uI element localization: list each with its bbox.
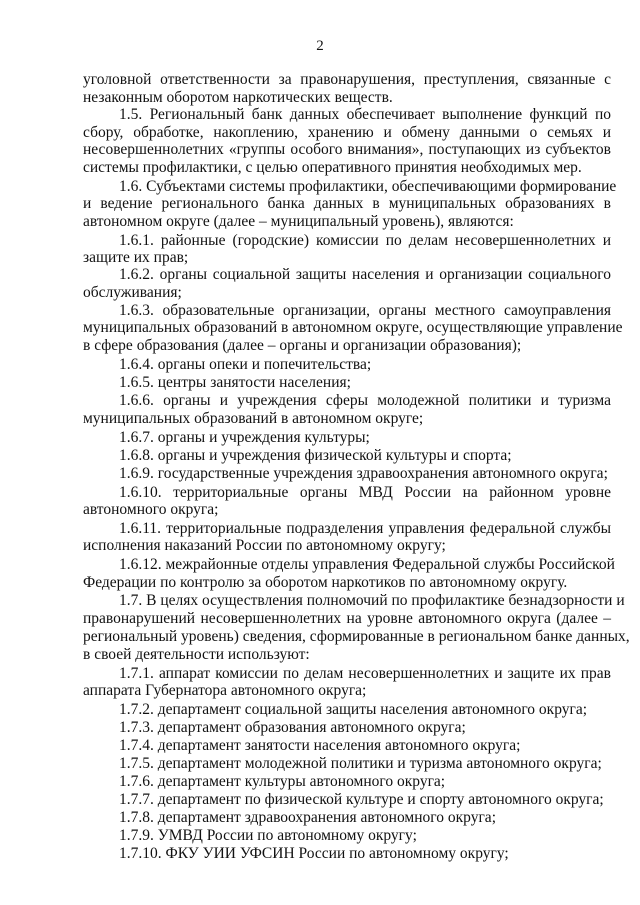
text-line: региональный уровень) сведения, сформированные в региональном банке данных, <box>83 628 630 645</box>
text-line: 1.7.4. департамент занятости населения автономного округа; <box>119 737 521 754</box>
text-line: 1.6.5. центры занятости населения; <box>119 374 351 391</box>
text-line: 1.6.11. территориальные подразделения управления федеральной службы <box>119 520 611 537</box>
text-line: исполнения наказаний России по автономному округу; <box>83 537 446 554</box>
text-line: муниципальных образований в автономном округе; <box>83 410 424 427</box>
text-line: 1.6.7. органы и учреждения культуры; <box>119 429 370 446</box>
text-line: муниципальных образований в автономном округе, осуществляющие управление <box>83 319 623 336</box>
text-line: 1.7.7. департамент по физической культуре и спорту автономного округа; <box>119 791 604 808</box>
text-line: 1.7. В целях осуществления полномочий по профилактике безнадзорности и <box>119 592 625 609</box>
text-line: системы профилактики, с целью оперативного принятия необходимых мер. <box>83 159 582 176</box>
text-line: автономном округе (далее – муниципальный уровень), являются: <box>83 213 514 230</box>
text-line: 1.7.5. департамент молодежной политики и туризма автономного округа; <box>119 755 602 772</box>
text-line: правонарушений несовершеннолетних на уровне автономного округа (далее – <box>83 610 611 627</box>
text-line: в своей деятельности используют: <box>83 646 310 663</box>
text-line: Федерации по контролю за оборотом наркотиков по автономному округу. <box>83 574 568 591</box>
text-line: защите их прав; <box>83 249 189 266</box>
text-line: 1.6.8. органы и учреждения физической культуры и спорта; <box>119 447 512 464</box>
text-line: незаконным оборотом наркотических веществ. <box>83 89 393 106</box>
text-line: 1.6.10. территориальные органы МВД России на районном уровне <box>119 484 611 501</box>
text-line: 1.6.9. государственные учреждения здравоохранения автономного округа; <box>119 465 608 482</box>
text-line: 1.7.6. департамент культуры автономного округа; <box>119 773 446 790</box>
text-line: 1.7.1. аппарат комиссии по делам несовершеннолетних и защите их прав <box>119 665 611 682</box>
text-line: и ведение регионального банка данных в муниципальных образованиях в <box>83 195 611 212</box>
text-line: 1.7.3. департамент образования автономного округа; <box>119 719 466 736</box>
page-number: 2 <box>316 38 324 54</box>
text-line: 1.6. Субъектами системы профилактики, обеспечивающими формирование <box>119 178 617 195</box>
text-line: 1.6.3. образовательные организации, органы местного самоуправления <box>119 302 611 319</box>
text-line: 1.7.9. УМВД России по автономному округу; <box>119 827 417 844</box>
text-line: 1.7.8. департамент здравоохранения автономного округа; <box>119 809 496 826</box>
text-line: 1.7.10. ФКУ УИИ УФСИН России по автономному округу; <box>119 845 509 862</box>
text-line: обслуживания; <box>83 284 182 301</box>
text-line: уголовной ответственности за правонарушения, преступления, связанные с <box>83 71 611 88</box>
text-line: 1.7.2. департамент социальной защиты населения автономного округа; <box>119 701 588 718</box>
text-line: 1.6.1. районные (городские) комиссии по делам несовершеннолетних и <box>119 232 611 249</box>
text-line: 1.5. Региональный банк данных обеспечивает выполнение функций по <box>119 106 611 123</box>
text-line: в сфере образования (далее – органы и организации образования); <box>83 337 522 354</box>
text-line: автономного округа; <box>83 501 219 518</box>
text-line: 1.6.6. органы и учреждения сферы молодежной политики и туризма <box>119 392 611 409</box>
text-line: сбору, обработке, накоплению, хранению и обмену данными о семьях и <box>83 124 611 141</box>
text-line: несовершеннолетних «группы особого внимания», поступающих из субъектов <box>83 141 611 158</box>
text-line: аппарата Губернатора автономного округа; <box>83 682 367 699</box>
text-line: 1.6.12. межрайонные отделы управления Федеральной службы Российской <box>119 556 615 573</box>
text-line: 1.6.2. органы социальной защиты населения и организации социального <box>119 266 611 283</box>
text-line: 1.6.4. органы опеки и попечительства; <box>119 356 372 373</box>
